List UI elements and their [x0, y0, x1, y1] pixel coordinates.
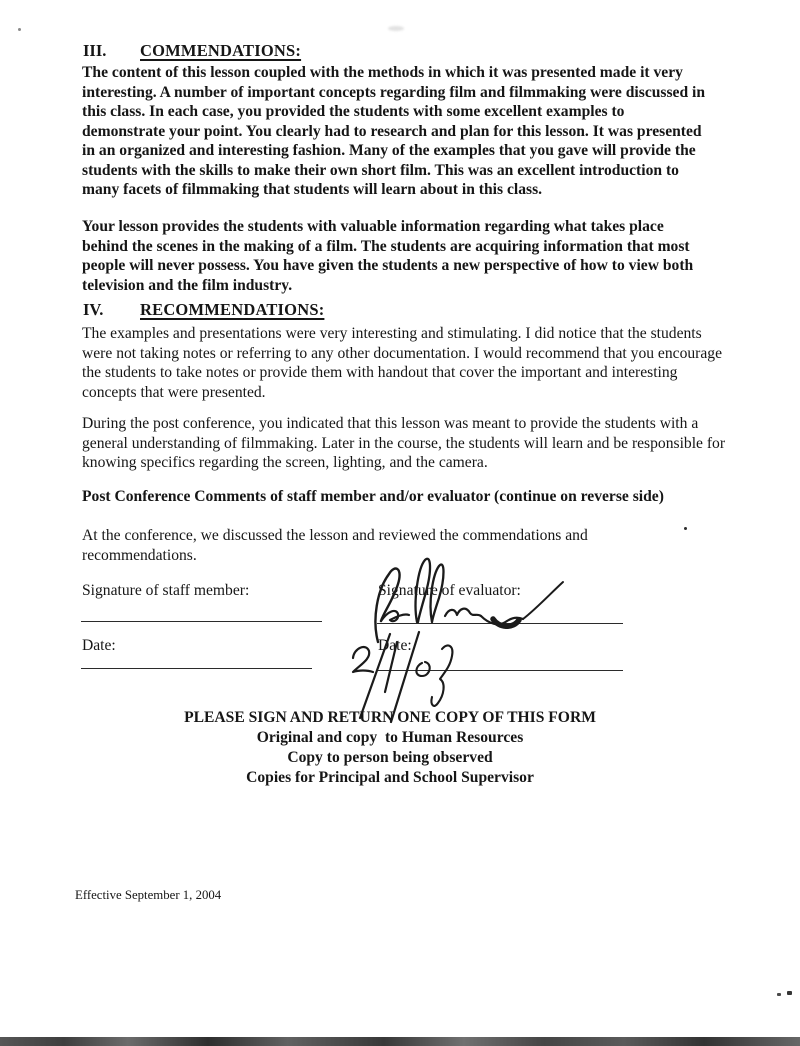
conference-paragraph: At the conference, we discussed the lesson and reviewed the commendations and recommendations. [82, 527, 588, 564]
staff-signature-label: Signature of staff member: [82, 582, 250, 599]
effective-date-note: Effective September 1, 2004 [75, 888, 222, 902]
staff-date-label: Date: [82, 637, 116, 654]
section-iii-numeral: III. [83, 41, 107, 60]
evaluator-date-label: Date: [378, 637, 412, 654]
scan-speck-right [684, 527, 687, 530]
evaluator-signature-label: Signature of evaluator: [378, 582, 521, 599]
section-iv-title: RECOMMENDATIONS: [140, 300, 325, 319]
recommendations-paragraph-1: The examples and presentations were very interesting and stimulating. I did notice that the students were not taking notes or referring to any other documentation. I would recommend that you encourage the students to take notes or provide them with handout that cover the important and interesting concepts that were presented. [82, 325, 722, 401]
recommendations-paragraph-2: During the post conference, you indicated that this lesson was meant to provide the students with a general understanding of filmmaking. Later in the course, the students will learn and be responsible for knowing specifics regarding the screen, lighting, and the camera. [82, 415, 726, 471]
return-instructions-line-3: Copy to person being observed [287, 749, 493, 766]
evaluator-signature-line [377, 623, 623, 624]
scan-edge-bar [0, 1037, 800, 1046]
commendations-paragraph-1: The content of this lesson coupled with the methods in which it was presented made it very interesting. A number of important concepts regarding film and filmmaking were discussed in this class. In each case, you provided the students with some excellent examples to demonstrate your point. You clearly had to research and plan for this lesson. It was presented in an organized and interesting fashion. Many of the examples that you gave will provide the students with the skills to make their own short film. This was an excellent introduction to many facets of filmmaking that students will learn about in this class. [82, 64, 706, 198]
scan-speck-top-left [18, 28, 21, 31]
section-iii-heading [83, 41, 301, 61]
scan-speck-bottom-1 [777, 993, 781, 996]
return-instructions-line-4: Copies for Principal and School Supervisor [246, 769, 534, 786]
evaluator-date-line [377, 670, 623, 671]
post-conference-heading: Post Conference Comments of staff member and/or evaluator (continue on reverse side) [82, 488, 664, 505]
return-instructions-line-2: Original and copy to Human Resources [256, 729, 524, 746]
staff-date-line [81, 668, 312, 669]
return-instructions [0, 708, 780, 788]
section-iii-title: COMMENDATIONS: [140, 41, 302, 60]
commendations-paragraph-2: Your lesson provides the students with valuable information regarding what takes place behind the scenes in the making of a film. The students are acquiring information that most people will never possess. You have given the students a new perspective of how to view both television and the film industry. [82, 218, 694, 294]
section-iv-heading [83, 300, 324, 320]
section-iv-numeral: IV. [83, 300, 104, 319]
staff-signature-line [81, 621, 322, 622]
scan-smudge [388, 26, 404, 31]
return-instructions-line-1: PLEASE SIGN AND RETURN ONE COPY OF THIS FORM [184, 709, 596, 726]
evaluator-signature-handwriting [365, 556, 575, 648]
scan-speck-bottom-2 [787, 991, 792, 995]
